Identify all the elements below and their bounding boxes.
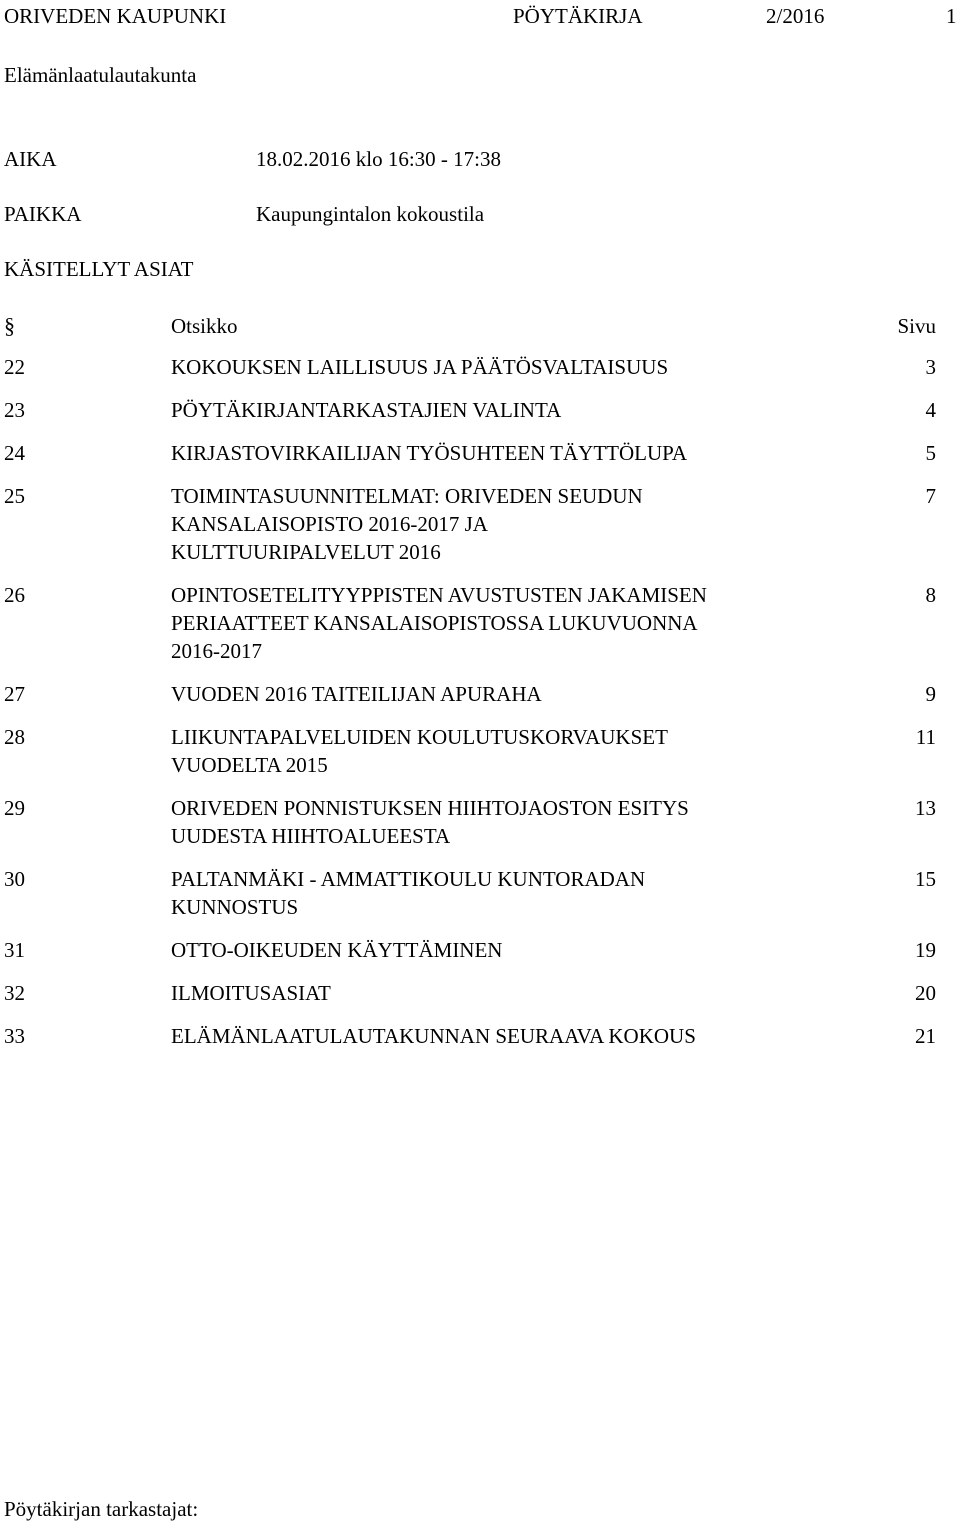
agenda-item-number: 22 [4,355,25,379]
document-number: 2/2016 [766,4,825,28]
agenda-item-number: 30 [4,867,25,891]
agenda-item-number: 28 [4,725,25,749]
agenda-item-title: KOKOUKSEN LAILLISUUS JA PÄÄTÖSVALTAISUUS [171,355,669,379]
agenda-item-title: KIRJASTOVIRKAILIJAN TYÖSUHTEEN TÄYTTÖLUPA [171,441,688,465]
agenda-item-page: 5 [925,441,936,465]
agenda-item-number: 25 [4,484,25,508]
agenda-item-page: 15 [915,867,936,891]
page-column-header: Sivu [897,314,936,338]
agenda-item-number: 31 [4,938,25,962]
agenda-item-number: 29 [4,796,25,820]
agenda-item-page: 21 [915,1024,936,1048]
section-sign-icon: § [4,313,15,338]
agenda-item-page: 13 [915,796,936,820]
agenda-item-page: 20 [915,981,936,1005]
agenda-item-number: 27 [4,682,25,706]
agenda-item-title: LIIKUNTAPALVELUIDEN KOULUTUSKORVAUKSET VUODELTA 2015 [171,725,668,777]
agenda-item-number: 24 [4,441,25,465]
agenda-item-title: PÖYTÄKIRJANTARKASTAJIEN VALINTA [171,398,562,422]
agenda-item-page: 11 [915,725,936,749]
agenda-item-page: 7 [925,484,936,508]
document-type: PÖYTÄKIRJA [513,4,643,28]
agenda-item-page: 3 [925,355,936,379]
time-value: 18.02.2016 klo 16:30 - 17:38 [256,147,501,171]
agenda-item-title: VUODEN 2016 TAITEILIJAN APURAHA [171,682,542,706]
agenda-item-title: OTTO-OIKEUDEN KÄYTTÄMINEN [171,938,503,962]
agenda-item-page: 19 [915,938,936,962]
agenda-item-number: 23 [4,398,25,422]
agenda-heading: KÄSITELLYT ASIAT [4,257,194,281]
title-column-header: Otsikko [171,314,238,338]
agenda-item-number: 26 [4,583,25,607]
agenda-item-title: ORIVEDEN PONNISTUKSEN HIIHTOJAOSTON ESITYS UUDESTA HIIHTOALUEESTA [171,796,689,848]
agenda-item-number: 33 [4,1024,25,1048]
agenda-item-number: 32 [4,981,25,1005]
reviewers-label: Pöytäkirjan tarkastajat: [4,1497,199,1521]
agenda-item-title: PALTANMÄKI - AMMATTIKOULU KUNTORADAN KUNNOSTUS [171,867,646,919]
agenda-item-page: 8 [925,583,936,607]
place-label: PAIKKA [4,202,82,226]
agenda-item-page: 4 [925,398,936,422]
agenda-item-title: OPINTOSETELITYYPPISTEN AVUSTUSTEN JAKAMISEN PERIAATTEET KANSALAISOPISTOSSA LUKUVUONNA 2016-2017 [171,583,707,663]
agenda-item-title: TOIMINTASUUNNITELMAT: ORIVEDEN SEUDUN KANSALAISOPISTO 2016-2017 JA KULTTUURIPALVELUT 2016 [171,484,643,564]
time-label: AIKA [4,147,57,171]
committee-name: Elämänlaatulautakunta [4,63,197,87]
agenda-item-title: ILMOITUSASIAT [171,981,331,1005]
agenda-item-title: ELÄMÄNLAATULAUTAKUNNAN SEURAAVA KOKOUS [171,1024,696,1048]
organization-name: ORIVEDEN KAUPUNKI [4,4,227,28]
agenda-item-page: 9 [925,682,936,706]
place-value: Kaupungintalon kokoustila [256,202,485,226]
page-number: 1 [946,4,957,28]
